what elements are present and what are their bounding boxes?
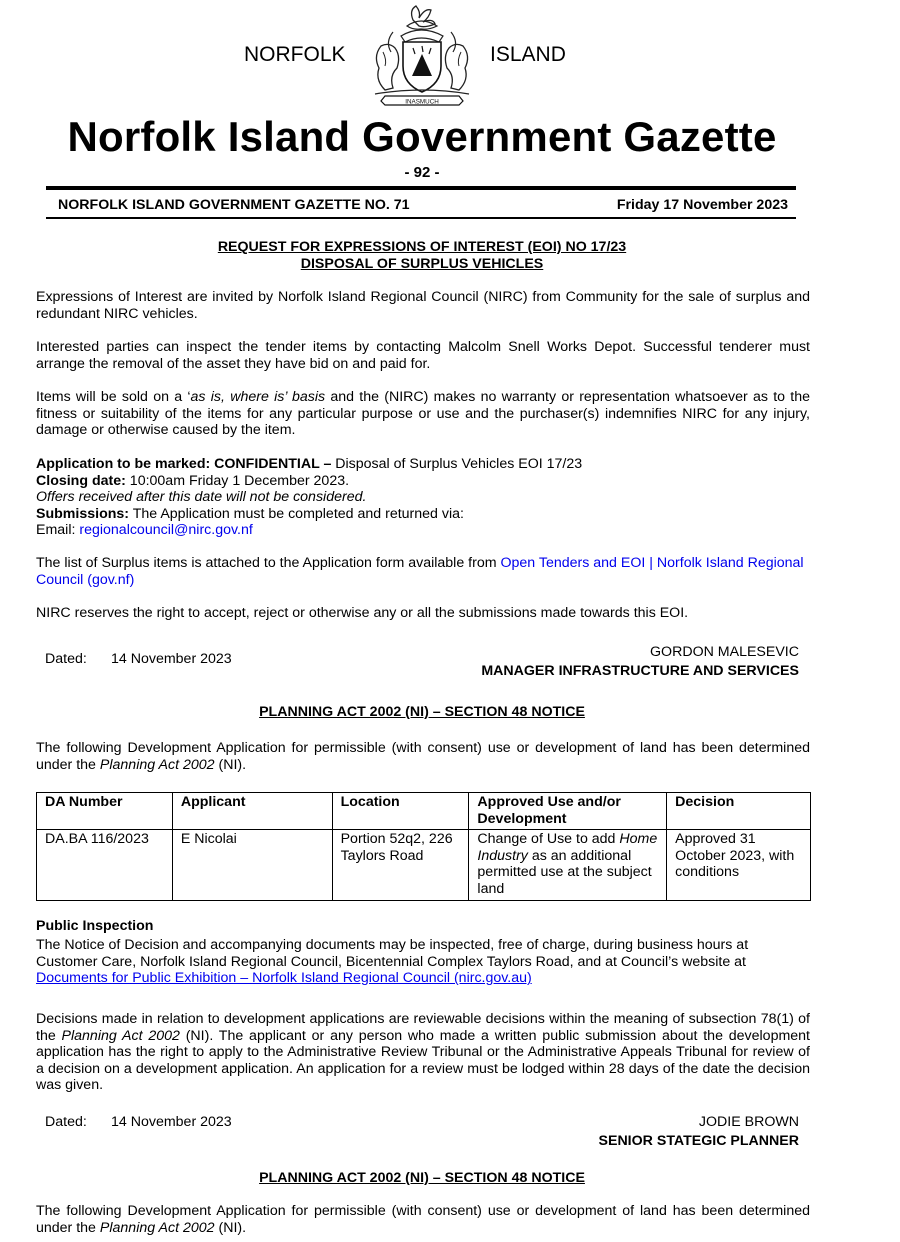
open-tenders-link[interactable]: Open Tenders and EOI | Norfolk Island Regional Council (gov.nf) (36, 555, 804, 588)
closing-date-line (36, 473, 810, 490)
eoi-reserves-paragraph: NIRC reserves the right to accept, reject or otherwise any or all the submissions made towards this EOI. (36, 605, 689, 621)
header-approved-use: Approved Use and/or Development (469, 793, 667, 830)
application-marking-label: Application to be marked: CONFIDENTIAL – (36, 456, 332, 472)
application-marking-value: Disposal of Surplus Vehicles EOI 17/23 (331, 456, 583, 472)
header-decision: Decision (667, 793, 811, 830)
closing-date-label: Closing date: (36, 472, 126, 489)
approved-use-italic: Home Industry (477, 831, 658, 864)
eoi-signatory-title: MANAGER INFRASTRUCTURE AND SERVICES (481, 663, 799, 679)
masthead-right-word: ISLAND (490, 43, 566, 66)
masthead-rule-top (46, 186, 796, 190)
review-post: (NI). The applicant or any person who made a written public submission about the development application has the right to apply to the Administrative Review Tribunal or the Administrative Appeals Tribunal for review of a decision on a development application. An application for a review must be lodged within 28 days of the date the decision was given. (36, 1027, 811, 1094)
eoi-surplus-list-paragraph (36, 555, 810, 588)
eoi-conditions-pre: Items will be sold on a ‘ (36, 389, 191, 405)
eoi-paragraph-conditions (36, 389, 810, 439)
public-inspection-text: The Notice of Decision and accompanying documents may be inspected, free of charge, during business hours at Customer Care, Norfolk Island Regional Council, Bicentennial Complex Taylors Road, and at Council’s website at (36, 937, 749, 970)
header-da-number: DA Number (37, 793, 173, 830)
cell-applicant: E Nicolai (172, 830, 332, 900)
planning-intro-paragraph-2 (36, 1203, 810, 1236)
planning-intro-paragraph (36, 740, 810, 773)
eoi-conditions-italic: as is, where is’ basis (190, 389, 326, 405)
planning2-intro-pre: The following Development Application for permissible (with consent) use or development of land has been determined under the (36, 1203, 810, 1236)
planning-dated-value: 14 November 2023 (111, 1114, 232, 1130)
gazette-title: Norfolk Island Government Gazette (67, 113, 777, 160)
email-line (36, 522, 810, 539)
eoi-dated-value: 14 November 2023 (111, 651, 232, 667)
public-inspection-paragraph (36, 937, 810, 987)
eoi-signatory-name: GORDON MALESEVIC (650, 644, 799, 660)
planning-notice-heading-2: PLANNING ACT 2002 (NI) – SECTION 48 NOTICE (259, 1170, 585, 1186)
public-exhibition-link[interactable]: Documents for Public Exhibition – Norfolk Island Regional Council (nirc.gov.au) (36, 970, 532, 987)
cell-da-number: DA.BA 116/2023 (37, 830, 173, 900)
gazette-number: NORFOLK ISLAND GOVERNMENT GAZETTE NO. 71 (58, 197, 410, 213)
eoi-application-block (36, 456, 810, 539)
submissions-line (36, 506, 810, 523)
planning-signatory-title: SENIOR STATEGIC PLANNER (598, 1133, 799, 1149)
page-number: - 92 - (404, 164, 440, 181)
planning-intro-act: Planning Act 2002 (99, 756, 215, 773)
planning-signatory-name: JODIE BROWN (698, 1114, 799, 1130)
eoi-conditions-post: and the (NIRC) makes no warranty or representation whatsoever as to the fitness or suitability of the items for any particular purpose or use and the purchaser(s) indemnifies NIRC for any injury, damage or otherwise caused by the item. (36, 389, 811, 439)
eoi-heading-line2: DISPOSAL OF SURPLUS VEHICLES (300, 256, 544, 272)
header-applicant: Applicant (172, 793, 332, 830)
closing-date-value: 10:00am Friday 1 December 2023. (125, 472, 350, 489)
eoi-paragraph-invitation: Expressions of Interest are invited by Norfolk Island Regional Council (NIRC) from Community for the sale of surplus and redundant NIRC vehicles. (36, 289, 810, 322)
review-act: Planning Act 2002 (61, 1027, 180, 1044)
crest-motto: INASMUCH (405, 98, 439, 106)
eoi-paragraph-inspection: Interested parties can inspect the tender items by contacting Malcolm Snell Works Depot. Successful tenderer must arrange the removal of the asset they have bid on and paid for. (36, 339, 810, 372)
review-pre: Decisions made in relation to development applications are reviewable decisions within the meaning of subsection 78(1) of the (36, 1011, 810, 1044)
application-marking-line (36, 456, 810, 473)
email-link[interactable]: regionalcouncil@nirc.gov.nf (79, 522, 253, 539)
planning2-intro-post: (NI). (214, 1219, 247, 1236)
eoi-dated-label: Dated: (45, 651, 87, 667)
masthead-left-word: NORFOLK (244, 43, 346, 66)
planning-notice-heading: PLANNING ACT 2002 (NI) – SECTION 48 NOTICE (259, 704, 585, 720)
public-inspection-heading: Public Inspection (36, 918, 154, 934)
table-row (37, 830, 811, 900)
masthead-rule-bottom (46, 217, 796, 219)
surplus-list-text: The list of Surplus items is attached to the Application form available from (36, 555, 501, 571)
cell-location: Portion 52q2, 226 Taylors Road (332, 830, 469, 900)
review-rights-paragraph (36, 1011, 810, 1094)
approved-use-pre: Change of Use to add (477, 831, 620, 848)
planning-intro-pre: The following Development Application for permissible (with consent) use or development of land has been determined under the (36, 740, 810, 773)
planning2-intro-act: Planning Act 2002 (99, 1219, 215, 1236)
submissions-label: Submissions: (36, 505, 130, 522)
cell-decision: Approved 31 October 2023, with conditions (667, 830, 811, 900)
planning-dated-label: Dated: (45, 1114, 87, 1130)
header-location: Location (332, 793, 469, 830)
email-label: Email: (36, 522, 80, 539)
table-header-row (37, 793, 811, 830)
late-offers-note: Offers received after this date will not be considered. (36, 489, 367, 506)
submissions-value: The Application must be completed and returned via: (129, 505, 464, 522)
eoi-heading-line1: REQUEST FOR EXPRESSIONS OF INTEREST (EOI) NO 17/23 (217, 239, 627, 255)
cell-approved-use (469, 830, 667, 900)
gazette-date: Friday 17 November 2023 (616, 197, 788, 213)
approved-use-post: as an additional permitted use at the subject land (477, 847, 652, 897)
development-application-table (36, 792, 811, 901)
planning-intro-post: (NI). (214, 756, 247, 773)
norfolk-island-crest-icon (363, 2, 481, 106)
